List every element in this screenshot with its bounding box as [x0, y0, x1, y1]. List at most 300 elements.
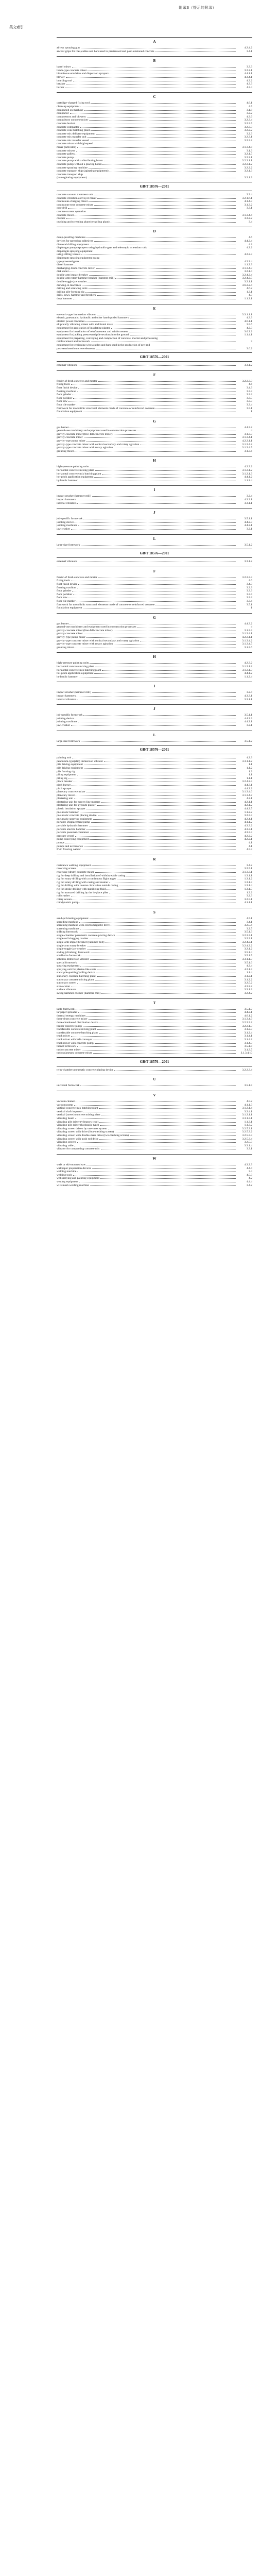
entry-code: 4.5.2 [246, 1100, 252, 1104]
entry-code: 3.2.5.1 [244, 897, 252, 901]
entry-term: piling rig [57, 776, 67, 780]
entry-code: 1.1.3.2 [244, 1124, 252, 1127]
index-entry [57, 639, 252, 643]
index-entry [57, 204, 252, 207]
entry-term: pneumatic concrete placing device [57, 814, 97, 818]
entry-term: formwork for monolithic structural elements made of concrete or reinforced concrete [57, 406, 155, 410]
section-divider [57, 56, 252, 57]
entry-code: 3.3.5 [246, 396, 252, 400]
index-entry [57, 149, 252, 153]
entry-term: portable electric hammer [57, 827, 85, 831]
index-entry [57, 1038, 252, 1042]
index-entry [57, 978, 252, 982]
entry-term: core drill [57, 207, 67, 210]
entry-term: batch-type concrete mixer [57, 69, 87, 72]
entry-term: jointing device [57, 717, 74, 720]
index-entry [57, 210, 252, 214]
entry-code: 3.3.1.1.1 [242, 313, 252, 316]
entry-code: 3.2.3.1 [244, 937, 252, 941]
index-entry [57, 894, 252, 898]
entry-term: pinch breaker [57, 780, 73, 784]
index-entry [57, 835, 252, 838]
entry-code: 3.5.1.6 [244, 961, 252, 964]
leader-dots [71, 725, 236, 726]
entry-term: horizontal concrete mixing plant [57, 469, 94, 472]
entry-term: feeder of fresh concrete and mortar [57, 379, 97, 383]
section-divider [57, 508, 252, 509]
index-entry [57, 1138, 252, 1141]
entry-term: portable hydraulic hammer [57, 824, 88, 828]
entry-term: vibrating screen with push rod drive [57, 1137, 98, 1141]
leader-dots [72, 785, 236, 786]
entry-term: resistance welding equipment [57, 863, 91, 867]
entry-code: 4.3.2.3 [244, 1163, 252, 1166]
entry-code: 4.3.4 [246, 86, 252, 89]
entry-code: 3.1.3 [246, 149, 252, 152]
index-entry [57, 521, 252, 524]
letter-heading: J [153, 511, 155, 515]
index-section [57, 704, 252, 727]
entry-code: 4.5.3 [246, 1173, 252, 1177]
entry-term: equipment for installation of reinforcement and reinforcement [57, 330, 128, 333]
entry-term: pumps [57, 841, 64, 844]
entry-code: 3.5.1.9 [244, 1084, 252, 1088]
entry-code: 4.3.3 [246, 82, 252, 86]
entry-code: 4.4.2.1 [244, 524, 252, 528]
index-entry [57, 426, 252, 430]
index-entry [57, 1180, 252, 1184]
leader-dots [107, 889, 236, 890]
entry-term: rig for deep drilling and installation of withdrawable casing [57, 874, 126, 877]
entry-code: 3.2.1.5 [244, 152, 252, 156]
index-entry [57, 646, 252, 650]
standard-code-heading: GB/T 18576—2001 [140, 748, 169, 752]
leader-dots [90, 959, 236, 960]
leader-dots [86, 829, 236, 830]
entry-term: grouting mixer [57, 646, 74, 649]
entry-term: gravity-type pump mixer [57, 439, 85, 443]
leader-dots [86, 637, 236, 638]
index-entry [57, 632, 252, 636]
leader-dots [106, 942, 236, 943]
leader-dots [78, 1012, 236, 1013]
leader-dots [77, 601, 236, 602]
index-section [57, 485, 252, 505]
index-entry [57, 898, 252, 902]
entry-term: gas burner [57, 426, 69, 429]
index-entry [57, 1170, 252, 1174]
index-entry [57, 1028, 252, 1031]
index-entry [57, 1113, 252, 1117]
leader-dots [90, 663, 236, 664]
index-entry [57, 675, 252, 679]
index-section [57, 1075, 252, 1088]
entry-code: 3.3.1.2 [244, 560, 252, 564]
index-entry [57, 112, 252, 115]
entry-term: horizontal concrete mix batching plant [57, 472, 101, 476]
index-entry [57, 495, 252, 498]
entry-term: pendulum-type(slip) immersion vibrator [57, 759, 103, 763]
index-entry [57, 694, 252, 698]
index-entry [57, 257, 252, 260]
index-entry [57, 240, 252, 243]
index-entry [57, 400, 252, 403]
entry-code: 3.2.1 [246, 723, 252, 727]
index-entry [57, 767, 252, 770]
entry-code: 3.1.2.3 [244, 1028, 252, 1031]
entry-term: compactor [57, 112, 69, 115]
index-entry [57, 502, 252, 505]
entry-term: solution Immersion vibrator [57, 958, 89, 961]
entry-code: 1.1.3.1 [244, 1120, 252, 1124]
entry-code: 3.2.2.3.1 [242, 934, 252, 937]
entry-code: 4.1.1.1 [244, 901, 252, 905]
entry-code: 4.6.1 [246, 101, 252, 105]
entry-code: 3.1.2.1.2 [242, 665, 252, 669]
index-entry [57, 243, 252, 247]
entry-code: 3.2.2.1 [244, 69, 252, 72]
entry-code: 4.2 [249, 243, 252, 246]
entry-term: welding tools [57, 1173, 73, 1177]
index-entry [57, 297, 252, 301]
entry-term: piling equipment [57, 773, 77, 777]
letter-heading: U [153, 1077, 156, 1082]
entry-term: jointing machines [57, 720, 77, 724]
entry-term: pitch sprayer [57, 787, 72, 790]
entry-code: 3.2.2.3.4 [242, 1068, 252, 1072]
entry-term: elliptically vibrating screen with additional mass [57, 323, 113, 327]
entry-code: 3.5.1.7 [244, 1007, 252, 1011]
leader-dots [74, 1105, 236, 1106]
index-entry [57, 1052, 252, 1055]
leader-dots [78, 584, 236, 585]
entry-term: diaphragm pumps/sprayers using hydraulic-gate and telescopic extension rods [57, 246, 147, 250]
index-entry [57, 469, 252, 472]
entry-term: wet spraying and painting equipment [57, 1177, 99, 1180]
entry-term: rig for drilling with reverse circulation outside casing [57, 884, 118, 888]
index-entry [57, 1008, 252, 1011]
entry-code: 1.1 [249, 763, 252, 767]
letter-heading: W [152, 1156, 157, 1161]
entry-term: painting unit [57, 756, 72, 760]
entry-code: 3.2.2 [246, 112, 252, 115]
entry-term: anchor grips for tiles,cables and bars used in prestressed and post-tensioned concrete [57, 49, 154, 53]
entry-term: rotary screen [57, 897, 72, 901]
index-entry [57, 291, 252, 294]
leader-dots [97, 198, 236, 199]
entry-code: 4.4.2.3 [244, 520, 252, 524]
entry-code: 3.2.3.5 [244, 122, 252, 125]
entry-term: jaw crusher [57, 527, 70, 531]
entry-code: 4.5 [249, 105, 252, 108]
entry-term: tunnel formwork [57, 1045, 76, 1048]
entry-code: 3.5.1.1 [244, 517, 252, 521]
entry-term: thermal energy machines [57, 1014, 86, 1018]
letter-heading: S [153, 910, 155, 914]
entry-term: vibrating pile driver (vibratory type) [57, 1120, 99, 1124]
leader-dots [101, 802, 236, 803]
entry-code: 1.1.1 [246, 776, 252, 780]
entry-term: pressure vessel [57, 834, 74, 838]
index-section [57, 370, 252, 414]
entry-term: gravity-type concrete mixer with conical secondary and rotary agitation [57, 443, 140, 446]
entry-code: 3.1.4.3 [244, 1041, 252, 1045]
entry-code: 4.5.1 [246, 917, 252, 920]
index-entry [57, 1045, 252, 1048]
entry-term: floor saw [57, 596, 67, 600]
entry-code: 3.1.3.4.8 [242, 146, 252, 149]
entry-term: diaphragm spraying equipment [57, 249, 93, 253]
index-section [57, 1057, 252, 1072]
leader-dots [91, 103, 236, 104]
index-entry [57, 472, 252, 476]
entry-term: concrete spraying machine [57, 166, 88, 170]
index-entry [57, 79, 252, 83]
entry-term: wallpaper preparation devices [57, 1166, 92, 1170]
index-entry [57, 797, 252, 801]
index-entry [57, 1130, 252, 1134]
entry-code: 4.2.3.2 [244, 662, 252, 665]
entry-code: 3.1.2.1.3 [242, 472, 252, 476]
entry-term: foundation equipment [57, 606, 82, 610]
entry-code: 3.2.3 [246, 132, 252, 135]
entry-term: hydraulic hammer [57, 479, 78, 482]
entry-code: 3.5.1.2 [244, 543, 252, 547]
index-entry [57, 337, 252, 341]
entry-code: 3.1.4.1 [244, 1035, 252, 1038]
entry-term: large-size formwork [57, 739, 80, 743]
leader-dots [77, 1046, 236, 1047]
entry-term: impact hammers [57, 694, 76, 698]
index-entry [57, 992, 252, 995]
entry-code: 4.1 [249, 841, 252, 844]
leader-dots [76, 795, 236, 796]
entry-term: vibrating screen driven by one-mass system [57, 1127, 108, 1130]
leader-dots [98, 381, 236, 382]
index-entry [57, 476, 252, 479]
entry-term: jaw crusher [57, 723, 70, 727]
entry-code: 3.2.4 [246, 691, 252, 694]
index-entry [57, 968, 252, 972]
leader-dots [91, 130, 236, 131]
entry-code: 1.3.1.1 [244, 874, 252, 877]
index-entry [57, 284, 252, 287]
entry-term: reversing (drum) concrete mixer [57, 870, 94, 874]
index-entry [57, 1021, 252, 1025]
index-entry [57, 517, 252, 521]
entry-code: 3.4 [249, 1170, 252, 1174]
index-entry [57, 344, 252, 347]
index-entry [57, 1104, 252, 1107]
index-entry [57, 327, 252, 330]
index-entry [57, 193, 252, 197]
leader-dots [110, 171, 236, 172]
index-entry [57, 1124, 252, 1127]
leader-dots [93, 819, 236, 820]
entry-code: 3.2.5.3.3 [242, 1134, 252, 1137]
entry-term: vertical (tower) concrete mixing plant [57, 1113, 100, 1117]
entry-term: general-use machinery and equipment used in construction processes [57, 625, 136, 629]
entry-code: 4.6 [249, 383, 252, 386]
index-entry [57, 924, 252, 927]
entry-code: 3.3.3 [246, 596, 252, 600]
index-entry [57, 221, 252, 224]
entry-code: 3.1.3.4.1 [242, 436, 252, 439]
entry-code: 3.3.3 [246, 586, 252, 589]
index-entry [57, 724, 252, 727]
leader-dots [95, 470, 236, 471]
entry-term: compacted on machine [57, 108, 83, 112]
index-entry [57, 845, 252, 849]
leader-dots [77, 696, 236, 697]
leader-dots [114, 1070, 236, 1071]
entry-term: hydraulic hammer [57, 675, 78, 679]
leader-dots [77, 1142, 236, 1143]
entry-code: 3.2.5.3.4 [242, 1137, 252, 1141]
leader-dots [95, 872, 236, 873]
index-entry [57, 364, 252, 367]
entry-term: rig for mortared drilling by the in-place piles [57, 891, 109, 894]
entry-code: 3.4.1 [246, 920, 252, 924]
index-entry [57, 253, 252, 257]
index-entry [57, 260, 252, 264]
index-section [57, 534, 252, 547]
entry-code: 1.1 [249, 773, 252, 777]
index-entry [57, 787, 252, 791]
leader-dots [83, 1026, 236, 1027]
index-entry [57, 934, 252, 938]
entry-term: crushing and screening plant (recycling plant) [57, 220, 110, 224]
entry-term: devices for spreading adhesives [57, 239, 93, 243]
index-entry [57, 76, 252, 79]
letter-heading: F [153, 372, 156, 377]
entry-term: foundation equipment [57, 410, 82, 414]
entry-code: 4.4.2.1 [244, 720, 252, 724]
entry-code: 3.2.5.3.2 [242, 1130, 252, 1134]
leader-dots [79, 932, 236, 933]
entry-code: 3.1.4.2 [244, 1038, 252, 1041]
leader-dots [71, 384, 236, 385]
entry-code: 4.4.1.2 [244, 672, 252, 675]
entry-term: pneumatic spraying equipment [57, 817, 92, 821]
entry-code: 3.3.1.3 [244, 988, 252, 992]
index-entry [57, 407, 252, 411]
index-entry [57, 981, 252, 985]
index-entry [57, 152, 252, 156]
leader-dots [75, 836, 236, 837]
section-divider [57, 998, 252, 999]
index-entry [57, 403, 252, 407]
entry-code: 1.1.2.4 [244, 479, 252, 482]
index-entry [57, 1177, 252, 1180]
section-divider [57, 37, 252, 38]
index-entry [57, 142, 252, 146]
index-entry [57, 274, 252, 277]
leader-dots [101, 993, 236, 994]
entry-term: boarding tool [57, 79, 72, 82]
leader-dots [70, 113, 236, 114]
entry-term: electric power machines [57, 319, 85, 323]
entry-code: 4.5.3 [246, 848, 252, 852]
index-entry [57, 386, 252, 390]
index-entry [57, 132, 252, 136]
entry-code: 3.3.1.3.1 [242, 1117, 252, 1121]
index-entry [57, 888, 252, 891]
index-entry [57, 122, 252, 126]
index-entry [57, 629, 252, 633]
entry-term: truck mixer [57, 1035, 70, 1038]
entry-term: stationary concrete mixing plant [57, 978, 94, 981]
leader-dots [68, 401, 236, 402]
entry-code: 3.3.1.1 [244, 698, 252, 701]
index-entry [57, 794, 252, 798]
section-divider [57, 704, 252, 705]
entry-code: 3.1.2.1.3 [242, 668, 252, 672]
entry-term: eccentric-type immersion vibrator [57, 313, 96, 316]
entry-code: 4.1 [249, 844, 252, 848]
entry-code: 3.4.3 [246, 582, 252, 586]
index-entry [57, 429, 252, 433]
entry-term: twin-chamber pneumatic concrete placing device [57, 1068, 113, 1072]
entry-code: 3.4.3 [246, 386, 252, 389]
letter-heading: G [153, 615, 156, 620]
entry-code: 4.2 [249, 1177, 252, 1180]
entry-term: three-drum concrete mixer [57, 1018, 88, 1021]
index-entry [57, 115, 252, 119]
entry-term: concrete vibration conveyor mixer [57, 196, 97, 200]
leader-dots [73, 398, 236, 399]
entry-code: 3.2.3.3 [244, 125, 252, 129]
entry-term: electric, pneumatic, hydraulic and other hand-guided hammers [57, 316, 129, 320]
entry-code: 3.2.5 [246, 927, 252, 930]
index-entry [57, 824, 252, 828]
index-entry [57, 600, 252, 603]
leader-dots [111, 222, 236, 223]
leader-dots [75, 215, 236, 216]
entry-term: stationary screen [57, 981, 76, 985]
entry-term: horizontal concrete mix batching plant [57, 668, 101, 672]
entry-term: vibrating pile driver (hydraulic type) [57, 1124, 99, 1127]
leader-dots [95, 1043, 236, 1044]
entry-code: 3.2.1.1 [244, 280, 252, 284]
index-entry [57, 50, 252, 54]
entry-code: 4.2.4.2 [244, 46, 252, 49]
index-entry [57, 320, 252, 324]
entry-code: 3.2.2.1.3 [242, 1024, 252, 1028]
entry-code: 1.3.1.2 [244, 877, 252, 881]
entry-term: hot-pitch application equipment [57, 672, 94, 675]
index-entry [57, 109, 252, 112]
entry-term: grouting mixer [57, 449, 74, 453]
entry-code: 4.2.1 [246, 797, 252, 801]
entry-code: 3.2.2.3.3 [242, 379, 252, 383]
entry-code: 1 [251, 606, 252, 610]
entry-term: external vibrators [57, 560, 77, 564]
entry-term: portable Displacement pump [57, 821, 90, 824]
index-entry [57, 1110, 252, 1114]
index-entry [57, 589, 252, 593]
index-entry [57, 780, 252, 784]
index-entry [57, 498, 252, 502]
entry-term: vibrator for compacting concrete mix [57, 1147, 100, 1151]
index-entry [57, 662, 252, 665]
leader-dots [81, 545, 236, 546]
index-entry [57, 1107, 252, 1110]
entry-code: 3.2.1.4 [244, 270, 252, 274]
entry-code: 3.1.2.1.4 [242, 1107, 252, 1110]
entry-code: 1.3.1 [246, 290, 252, 294]
leader-dots [73, 1175, 236, 1176]
